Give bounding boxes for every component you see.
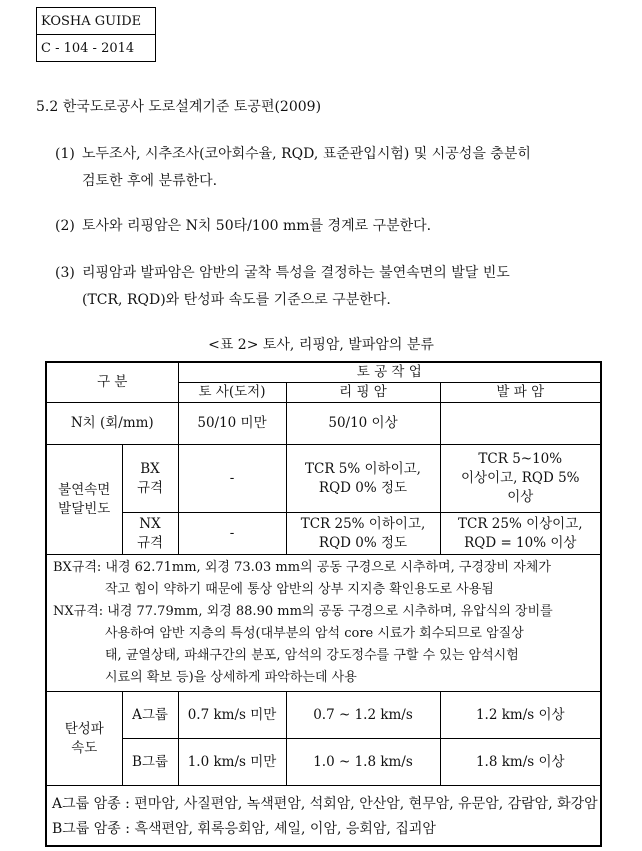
cell-line: TCR 25% 이하이고, [300,515,426,532]
nx-soil: - [178,513,286,555]
guide-name: KOSHA GUIDE [37,8,156,35]
group-b-blasting: 1.8 km/s 이상 [440,739,601,786]
bx-note-cont: 작고 힘이 약하기 때문에 통상 암반의 상부 지지층 확인용도로 사용됨 [105,582,494,597]
cell-line: 이상이고, RQD 5% [461,470,580,486]
document-code-box [36,7,156,62]
item-number: (3) [55,265,75,281]
bx-note: BX규격: 내경 62.71mm, 외경 73.03 mm의 공동 구경으로 시추하며, 구경장비 자체가 [53,560,551,575]
group-b-rocks: B그룹 암종 : 흑색편암, 휘록응회암, 셰일, 이암, 응회암, 집괴암 [52,821,436,837]
group-a-ripping: 0.7 ~ 1.2 km/s [286,692,440,739]
nvalue-label: N치 (회/mm) [46,403,178,445]
blasting-header: 발 파 암 [440,383,601,403]
label-line: NX [139,515,161,532]
group-b-soil: 1.0 km/s 미만 [178,739,286,786]
nx-note-cont: 시료의 확보 등)을 상세하게 파악하는데 사용 [105,670,357,685]
velocity-label [46,692,122,786]
item-text: 노두조사, 시추조사(코아회수율, RQD, 표준관입시험) 및 시공성을 충분히 [82,146,531,162]
nvalue-blasting [440,403,601,445]
label-line: 속도 [71,739,98,756]
rock-type-list [52,792,598,842]
item-text-cont: (TCR, RQD)와 탄성파 속도를 기준으로 구분한다. [82,292,391,308]
nvalue-soil: 50/10 미만 [178,403,286,445]
soil-header: 토 사(도저) [178,383,286,403]
nx-label [122,513,178,555]
discontinuity-label [46,445,122,555]
item-text: 토사와 리핑암은 N치 50타/100 mm를 경계로 구분한다. [82,218,432,234]
group-a-rocks: A그룹 암종 : 편마암, 사질편암, 녹색편암, 석회암, 안산암, 현무암, 유문암, 감람암, 화강암 [52,796,598,812]
bx-label [122,445,178,513]
bx-ripping [286,445,440,513]
item-number: (2) [55,218,75,234]
group-a-label: A그룹 [122,692,178,739]
cell-line: TCR 25% 이상이고, [457,515,583,532]
label-line: 규격 [136,534,164,551]
ripping-header: 리 핑 암 [286,383,440,403]
cell-line: TCR 5~10% [478,451,563,467]
group-a-soil: 0.7 km/s 미만 [178,692,286,739]
item-text-cont: 검토한 후에 분류한다. [82,173,218,189]
cell-line: TCR 5% 이하이고, [305,460,421,477]
label-line: 발달빈도 [58,500,111,517]
cell-line: RQD 0% 정도 [318,534,408,551]
label-line: 규격 [136,479,164,496]
cell-line: 이상 [507,489,534,505]
bx-soil: - [178,445,286,513]
nvalue-ripping: 50/10 이상 [286,403,440,445]
nx-ripping [286,513,440,555]
classification-table [45,361,602,847]
gubun-header: 구 분 [46,362,178,403]
item-number: (1) [55,146,75,162]
item-3 [55,260,615,314]
table-caption: <표 2> 토사, 리핑암, 발파암의 분류 [208,337,434,353]
section-heading: 5.2 한국도로공사 도로설계기준 토공편(2009) [36,99,322,115]
nx-note-cont: 태, 균열상태, 파쇄구간의 분포, 암석의 강도정수를 구할 수 있는 암석시험 [105,648,519,663]
label-line: 불연속면 [58,481,111,498]
cell-line: RQD 0% 정도 [318,479,408,496]
group-b-ripping: 1.0 ~ 1.8 km/s [286,739,440,786]
spec-notes [46,555,601,692]
group-a-blasting: 1.2 km/s 이상 [440,692,601,739]
label-line: 탄성파 [64,720,104,737]
item-text: 리핑암과 발파암은 암반의 굴착 특성을 결정하는 불연속면의 발달 빈도 [82,265,510,281]
earthwork-header: 토 공 작 업 [178,362,601,383]
nx-note-cont: 사용하여 암반 지층의 특성(대부분의 암석 core 시료가 회수되므로 암질상 [105,626,524,641]
nx-blasting [440,513,601,555]
bx-blasting [440,445,601,513]
nx-note: NX규격: 내경 77.79mm, 외경 88.90 mm의 공동 구경으로 시추하며, 유압식의 장비를 [53,604,553,619]
group-b-label: B그룹 [122,739,178,786]
item-1 [55,141,615,195]
label-line: BX [140,460,160,477]
cell-line: RQD = 10% 이상 [464,534,577,551]
guide-code: C - 104 - 2014 [37,35,156,62]
item-2 [55,213,615,240]
